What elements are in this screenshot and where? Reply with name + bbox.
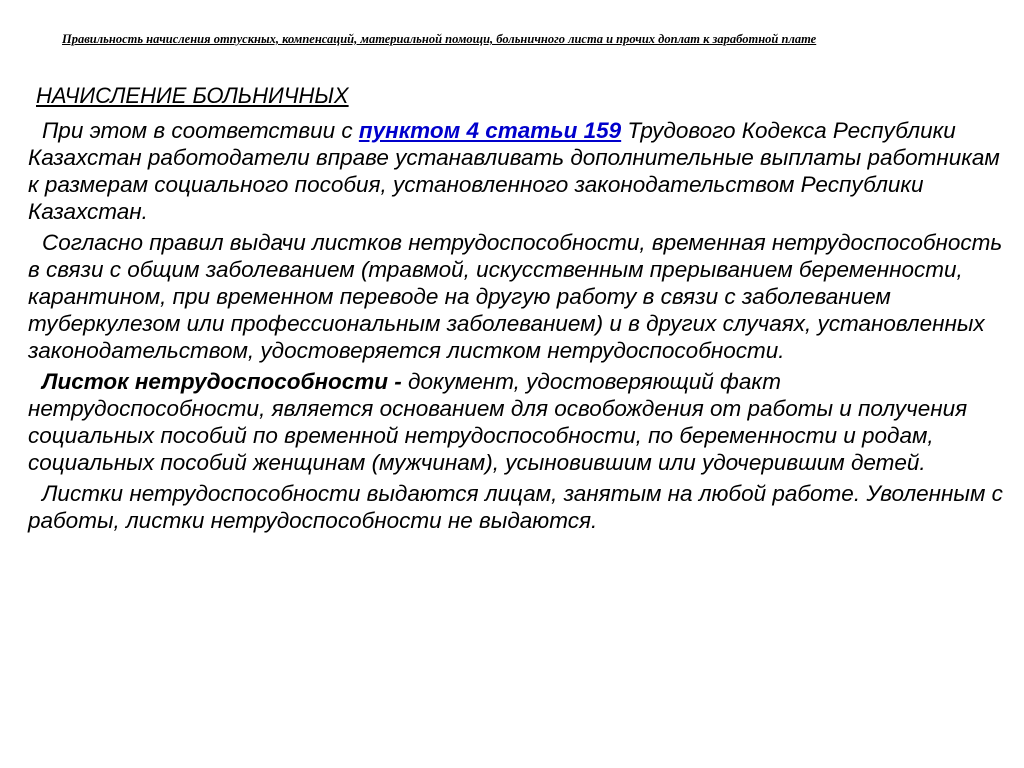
definition-term: Листок нетрудоспособности - (42, 369, 409, 394)
article-159-link[interactable]: пунктом 4 статьи 159 (358, 118, 622, 143)
definition-text: документ, удостоверяющий факт нетрудоспособности, является основанием для освобождения от работы и получения социальных пособий по временной нетрудоспособности, по беременности и родам, социальных пособий женщинам (мужчинам), усыновившим или удочерившим детей. (28, 369, 968, 475)
paragraph-issuance: Листки нетрудоспособности выдаются лицам, занятым на любой работе. Уволенным с работы, листки нетрудоспособности не выдаются. (28, 481, 1003, 533)
paragraph-text: При этом в соответствии с (42, 118, 359, 143)
paragraph-text: Трудового Кодекса Республики Казахстан работодатели вправе устанавливать дополнительные выплаты работникам к размерам социального пособия, установленного законодательством Республики Казахстан. (28, 118, 1000, 224)
paragraph-article-159 (28, 117, 1003, 225)
paragraph-rules: Согласно правил выдачи листков нетрудоспособности, временная нетрудоспособность в связи с общим заболеванием (травмой, искусственным прерыванием беременности, карантином, при временном переводе на другую работу в связи с заболеванием туберкулезом или профессиональным заболеванием) и в других случаях, установленных законодательством, удостоверяется листком нетрудоспособности. (28, 230, 1003, 363)
paragraph-definition (28, 368, 1003, 476)
document-header: Правильность начисления отпускных, компенсаций, материальной помощи, больничного листа и прочих доплат к заработной плате (62, 32, 817, 46)
body-text (28, 117, 1003, 538)
section-title: НАЧИСЛЕНИЕ БОЛЬНИЧНЫХ (36, 83, 349, 108)
